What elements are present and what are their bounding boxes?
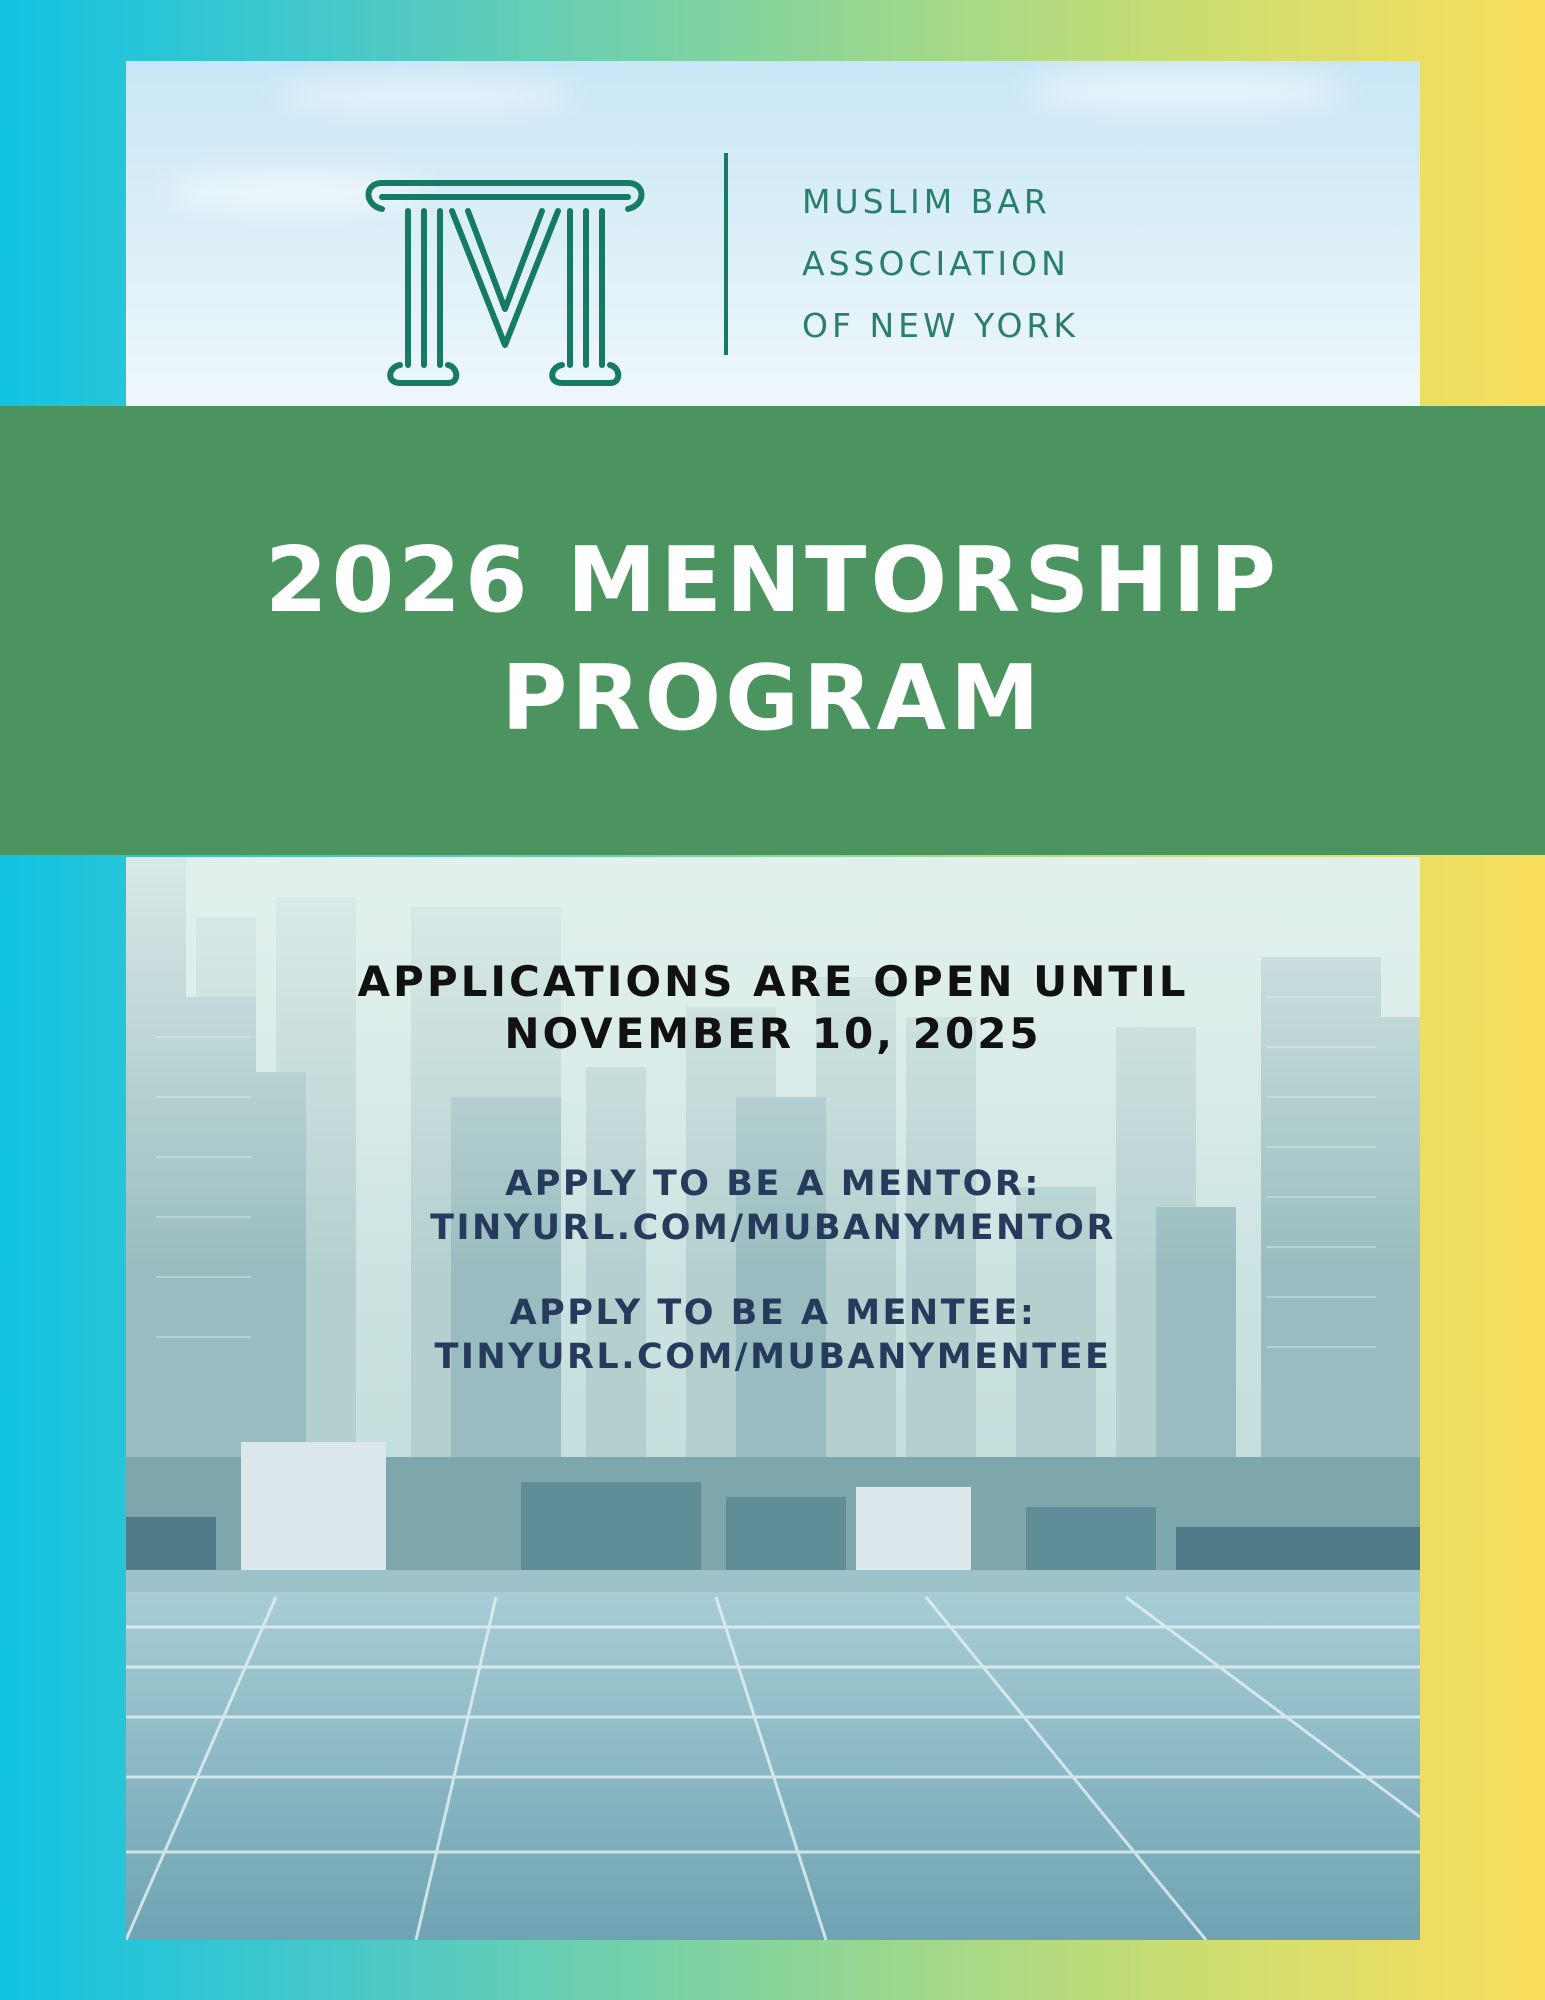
organization-name-line: MUSLIM BAR (802, 182, 1051, 221)
organization-logo-icon (360, 175, 650, 393)
organization-name-line: ASSOCIATION (802, 244, 1070, 283)
program-title-line-2: PROGRAM (501, 646, 1044, 751)
deadline-line-1: APPLICATIONS ARE OPEN UNTIL (357, 957, 1189, 1006)
mentee-apply-label: APPLY TO BE A MENTEE: (509, 1293, 1037, 1333)
logo-divider (724, 153, 728, 355)
mentee-apply-link[interactable]: TINYURL.COM/MUBANYMENTEE (434, 1337, 1112, 1377)
mentor-apply-link[interactable]: TINYURL.COM/MUBANYMENTOR (430, 1208, 1116, 1248)
cloud-decoration (276, 81, 576, 111)
logo-header (126, 61, 1420, 406)
mentor-apply-label: APPLY TO BE A MENTOR: (505, 1164, 1041, 1204)
cloud-decoration (1026, 71, 1346, 111)
organization-name (802, 171, 1079, 357)
city-rooftop-photo (126, 857, 1420, 1940)
title-band (0, 406, 1545, 855)
program-title-line-1: 2026 MENTORSHIP (265, 528, 1280, 633)
deadline-line-2: NOVEMBER 10, 2025 (504, 1009, 1042, 1058)
organization-name-line: OF NEW YORK (802, 306, 1079, 345)
